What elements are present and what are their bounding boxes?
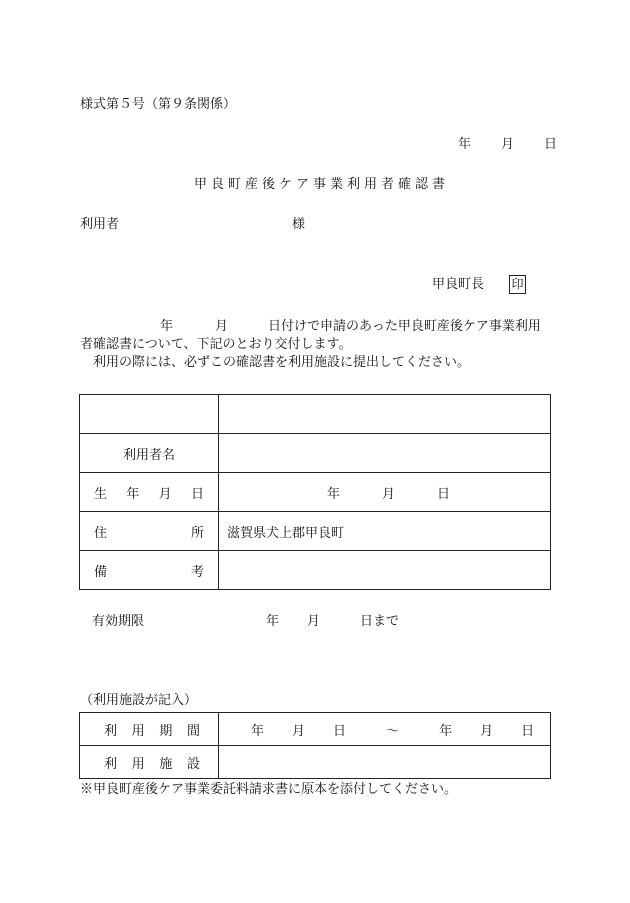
para-line-3: 利用の際には、必ずこの確認書を利用施設に提出してください。 (93, 355, 471, 370)
name-label: 利用者名 (122, 447, 175, 463)
para-month: 月 (215, 319, 229, 334)
facility-value-cell[interactable] (219, 746, 551, 779)
period-end-day: 日 (521, 723, 535, 739)
table-row-remarks (80, 551, 551, 590)
blank-label-cell (80, 395, 219, 434)
period-label-char: 用 (131, 723, 145, 739)
validity-label: 有効期限 (92, 614, 145, 629)
period-label-char: 期 (159, 723, 173, 739)
para-day-tail: 日付けで申請のあった甲良町産後ケア事業利用 (268, 319, 541, 334)
user-info-table (79, 394, 551, 590)
date-month: 月 (501, 137, 515, 152)
para-line-2: 者確認書について、下記のとおり交付します。 (80, 337, 352, 352)
facility-label-char: 設 (186, 756, 200, 772)
address-value: 滋賀県犬上郡甲良町 (227, 525, 345, 541)
dob-label-char: 日 (190, 486, 204, 502)
blank-value-cell[interactable] (219, 395, 551, 434)
table-row-name (80, 434, 551, 473)
facility-label-char: 利 (104, 756, 118, 772)
period-start-year: 年 (251, 723, 265, 739)
facility-label-char: 用 (131, 756, 145, 772)
dob-label-char: 年 (126, 486, 140, 502)
dob-label-char: 生 (94, 486, 108, 502)
addressee-label: 利用者 (80, 217, 120, 232)
period-start-day: 日 (333, 723, 347, 739)
remarks-label-cell (80, 551, 219, 590)
dob-value-cell[interactable] (219, 473, 551, 512)
table-row-address (80, 512, 551, 551)
seal-stamp: 印 (509, 275, 526, 294)
period-label-char: 間 (186, 723, 200, 739)
period-value-cell[interactable] (219, 713, 551, 746)
table-row-dob (80, 473, 551, 512)
validity-year: 年 (266, 614, 280, 629)
remarks-label-char: 考 (190, 564, 204, 580)
issue-date (458, 137, 557, 153)
para-year: 年 (160, 319, 174, 334)
remarks-value-cell[interactable] (219, 551, 551, 590)
facility-note: （利用施設が記入） (80, 693, 198, 708)
date-day: 日 (544, 137, 558, 152)
dob-month: 月 (382, 486, 396, 502)
dob-day: 日 (437, 486, 451, 502)
address-value-cell[interactable] (219, 512, 551, 551)
period-separator: ～ (386, 723, 400, 739)
dob-year: 年 (327, 486, 341, 502)
table-row-facility (80, 746, 551, 779)
period-start-month: 月 (292, 723, 306, 739)
date-year: 年 (458, 137, 472, 152)
addressee-honorific: 様 (292, 217, 306, 232)
validity-date (266, 614, 399, 630)
table-row-period (80, 713, 551, 746)
validity-month: 月 (307, 614, 321, 629)
dob-label-char: 月 (158, 486, 172, 502)
name-label-cell (80, 434, 219, 473)
address-label-char: 住 (94, 525, 108, 541)
form-number: 様式第５号（第９条関係） (80, 97, 237, 112)
dob-label-cell (80, 473, 219, 512)
submission-paragraph (80, 354, 560, 372)
remarks-label-char: 備 (94, 564, 108, 580)
document-title: 甲良町産後ケア事業利用者確認書 (194, 177, 450, 192)
mayor-label: 甲良町長 (432, 277, 485, 292)
address-label-cell (80, 512, 219, 551)
table-row-blank (80, 395, 551, 434)
facility-table (79, 712, 551, 779)
period-label-char: 利 (104, 723, 118, 739)
facility-label-char: 施 (159, 756, 173, 772)
facility-label-cell (80, 746, 219, 779)
address-label-char: 所 (190, 525, 204, 541)
footnote: ※甲良町産後ケア事業委託料請求書に原本を添付してください。 (80, 782, 458, 797)
period-end-year: 年 (439, 723, 453, 739)
validity-until: 日まで (360, 614, 400, 629)
period-end-month: 月 (480, 723, 494, 739)
period-label-cell (80, 713, 219, 746)
name-value-cell[interactable] (219, 434, 551, 473)
application-paragraph (80, 318, 560, 354)
